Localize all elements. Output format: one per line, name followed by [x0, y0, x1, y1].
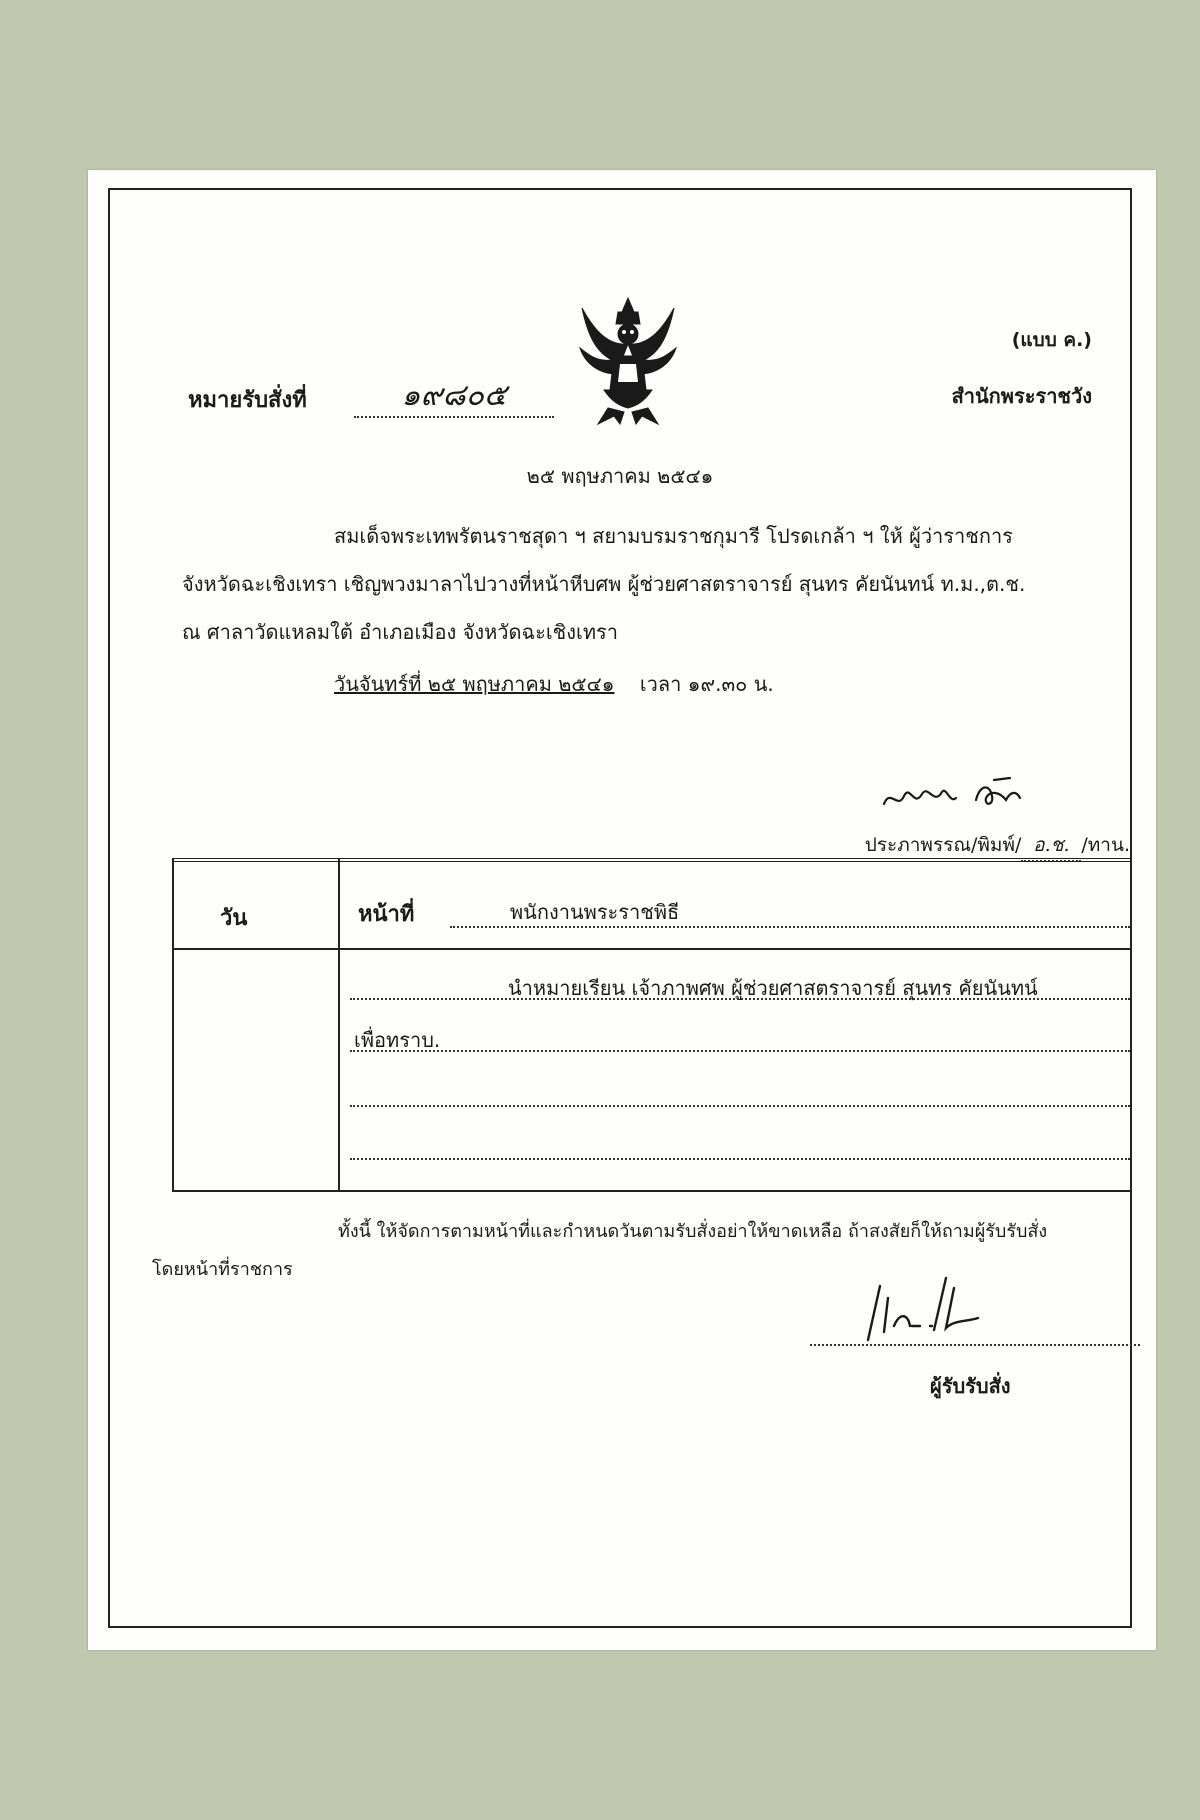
column-header-day: วัน — [220, 906, 248, 931]
form-type-label: (แบบ ค.) — [1011, 329, 1092, 351]
garuda-emblem-icon — [568, 290, 688, 430]
column-header-duty: หน้าที่ — [358, 902, 415, 927]
signer-label: ผู้รับรับสั่ง — [930, 1374, 1011, 1398]
body-line: ณ ศาลาวัดแหลมใต้ อำเภอเมือง จังหวัดฉะเชิงเทรา — [182, 620, 619, 644]
table-header-divider — [172, 948, 1130, 950]
appointment-date: วันจันทร์ที่ ๒๕ พฤษภาคม ๒๕๔๑ — [334, 672, 615, 696]
table-column-divider — [338, 858, 340, 1192]
signature-dotted-line — [810, 1344, 1140, 1346]
appointment-time: เวลา ๑๙.๓๐ น. — [639, 672, 774, 696]
appointment-line — [334, 668, 774, 700]
duty-value: พนักงานพระราชพิธี — [510, 900, 680, 924]
typed-by-initial: อ.ช. — [1021, 830, 1081, 862]
instruction-line: เพื่อทราบ. — [354, 1028, 441, 1052]
office-name: สำนักพระราชวัง — [951, 384, 1092, 408]
document-date: ๒๕ พฤษภาคม ๒๕๔๑ — [526, 464, 714, 488]
body-line: สมเด็จพระเทพรัตนราชสุดา ฯ สยามบรมราชกุมารี โปรดเกล้า ฯ ให้ ผู้ว่าราชการ — [334, 524, 1013, 548]
order-number-handwritten: ๑๙๘๐๕ — [401, 378, 507, 413]
table-bottom-border — [172, 1190, 1130, 1192]
body-line: จังหวัดฉะเชิงเทรา เชิญพวงมาลาไปวางที่หน้าหีบศพ ผู้ช่วยศาสตราจารย์ สุนทร คัยนันทน์ ท.ม.,ต.ช. — [182, 572, 1026, 596]
officer-signature-icon — [850, 1268, 990, 1348]
footer-instruction-cont: โดยหน้าที่ราชการ — [152, 1259, 293, 1280]
order-body — [182, 512, 1070, 656]
clerk-signature-icon — [880, 770, 1040, 820]
dotted-line — [350, 1105, 1130, 1107]
order-number-dotted-line — [354, 416, 554, 418]
document-paper — [88, 170, 1156, 1650]
typed-by-label: ประภาพรรณ/พิมพ์/ — [864, 834, 1022, 856]
instruction-line: นำหมายเรียน เจ้าภาพศพ ผู้ช่วยศาสตราจารย์ สุนทร คัยนันทน์ — [508, 976, 1038, 1000]
dotted-line — [350, 1050, 1130, 1052]
dotted-line — [450, 926, 1130, 928]
footer-instruction: ทั้งนี้ ให้จัดการตามหน้าที่และกำหนดวันตามรับสั่งอย่าให้ขาดเหลือ ถ้าสงสัยก็ให้ถามผู้รับรับสั่ง — [338, 1221, 1048, 1242]
dotted-line — [350, 1158, 1130, 1160]
dotted-line — [350, 998, 1130, 1000]
table-left-border — [172, 858, 174, 1192]
document-frame — [108, 188, 1132, 1628]
table-top-border — [172, 858, 1130, 862]
order-number-label: หมายรับสั่งที่ — [188, 388, 307, 413]
typed-by-suffix: /ทาน. — [1081, 834, 1130, 856]
